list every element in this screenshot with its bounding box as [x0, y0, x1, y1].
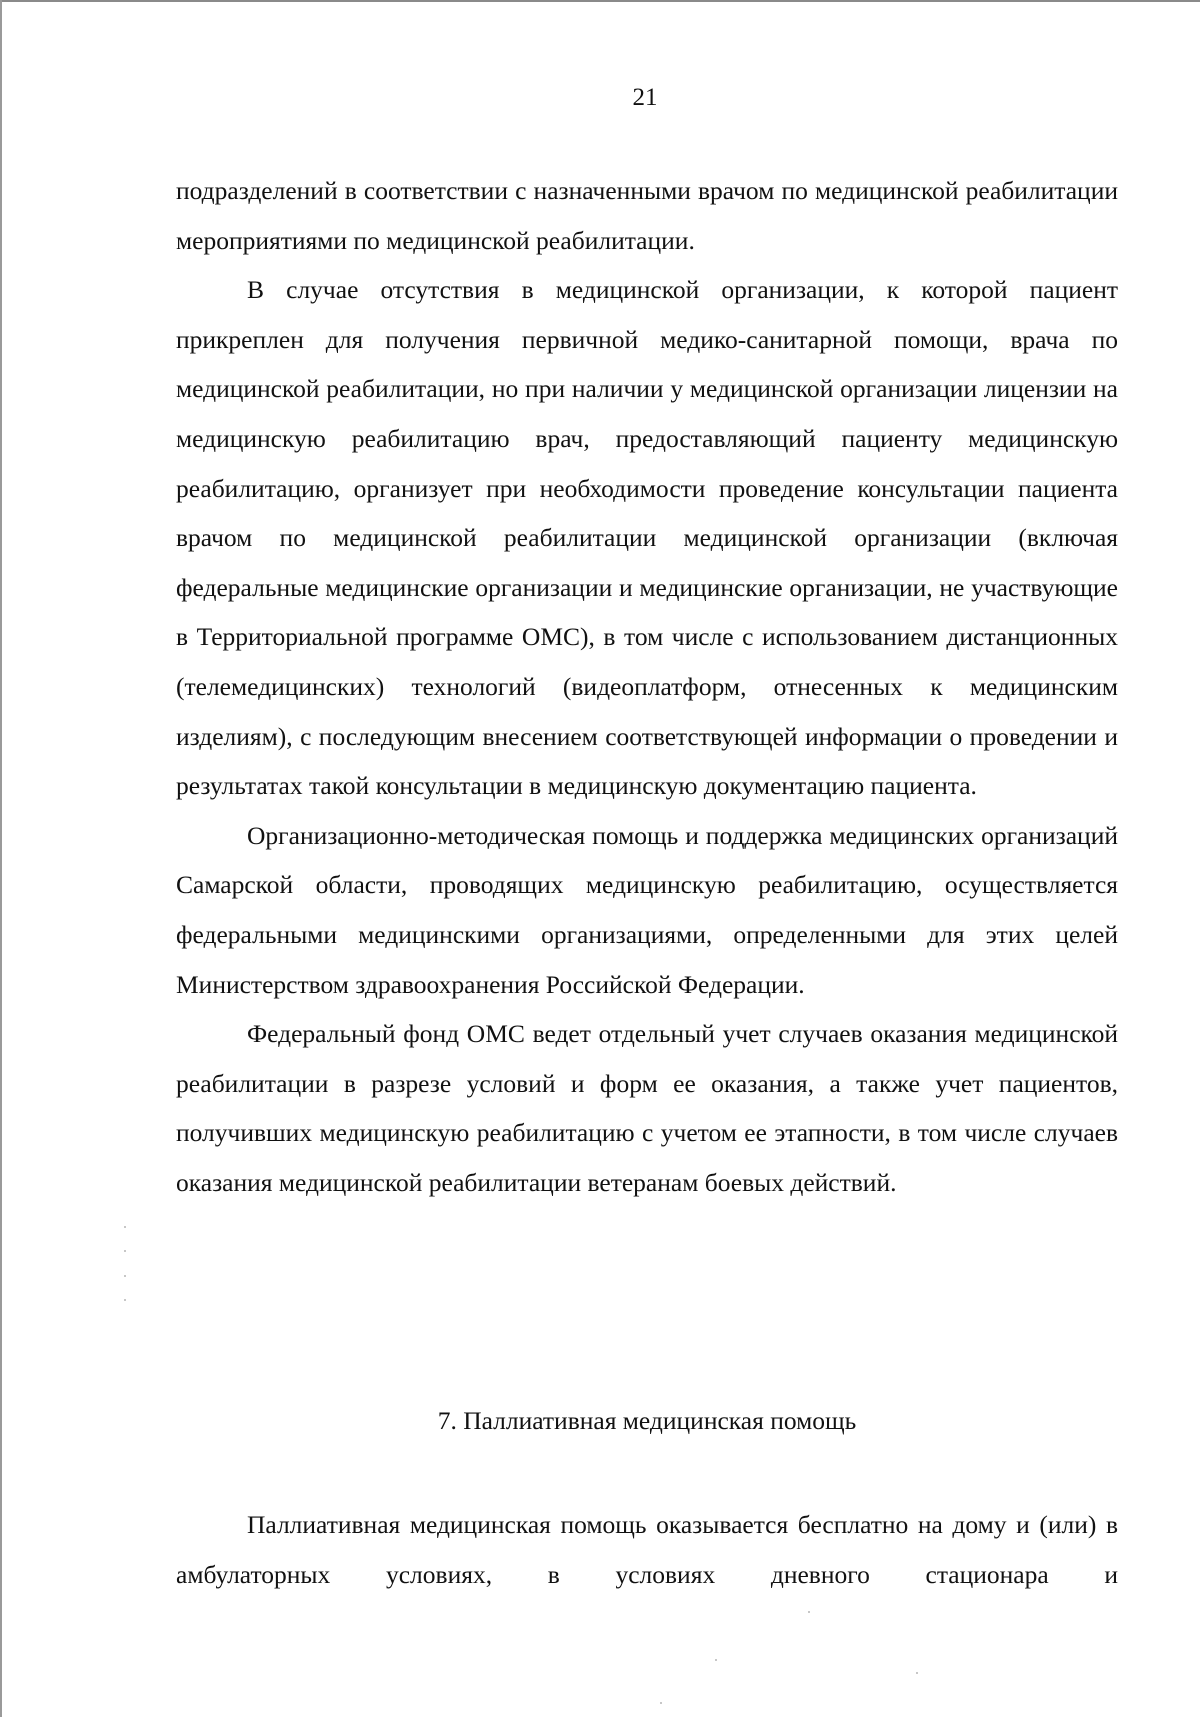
scan-speck — [124, 1299, 126, 1301]
section-paragraph: Паллиативная медицинская помощь оказывается бесплатно на дому и (или) в амбулаторных условиях, в условиях дневного стационара и — [176, 1510, 1118, 1589]
scan-top-edge — [0, 0, 1200, 2]
scan-speck — [715, 1659, 717, 1661]
scan-speck — [660, 1702, 662, 1704]
body-paragraph: Организационно-методическая помощь и поддержка медицинских организаций Самарской области, проводящих медицинскую реабилитацию, осуществляется федеральными медицинскими организациями, определенными для этих целей Министерством здравоохранения Российской Федерации. — [176, 820, 1118, 999]
body-paragraph: Федеральный фонд ОМС ведет отдельный учет случаев оказания медицинской реабилитации в разрезе условий и форм ее оказания, а также учет пациентов, получивших медицинскую реабилитацию с учетом ее этапности, в том числе случаев оказания медицинской реабилитации ветеранам боевых действий. — [176, 1019, 1118, 1197]
scan-speck — [124, 1250, 126, 1252]
scan-speck — [124, 1275, 126, 1277]
body-paragraph: В случае отсутствия в медицинской организации, к которой пациент прикреплен для получения первичной медико-санитарной помощи, врача по медицинской реабилитации, но при наличии у медицинской организации лицензии на медицинскую реабилитацию врач, предоставляющий пациенту медицинскую реабилитацию, организует при необходимости проведение консультации пациента врачом по медицинской реабилитации медицинской организации (включая федеральные медицинские организации и медицинские организации, не участвующие в Территориальной программе ОМС), в том числе с использованием дистанционных (телемедицинских) технологий (видеоплатформ, отнесенных к медицинским изделиям), с последующим внесением соответствующей информации о проведении и результатах такой консультации в медицинскую документацию пациента. — [176, 275, 1118, 801]
body-paragraph: подразделений в соответствии с назначенными врачом по медицинской реабилитации мероприятиями по медицинской реабилитации. — [176, 176, 1118, 255]
scan-speck — [124, 1226, 126, 1228]
page-number: 21 — [632, 84, 658, 111]
section-text — [176, 1500, 1118, 1599]
scan-speck — [916, 1672, 918, 1674]
scan-left-edge — [0, 0, 2, 1717]
scan-speck — [808, 1611, 810, 1613]
section-heading: 7. Паллиативная медицинская помощь — [437, 1406, 857, 1435]
body-text — [176, 166, 1118, 1207]
